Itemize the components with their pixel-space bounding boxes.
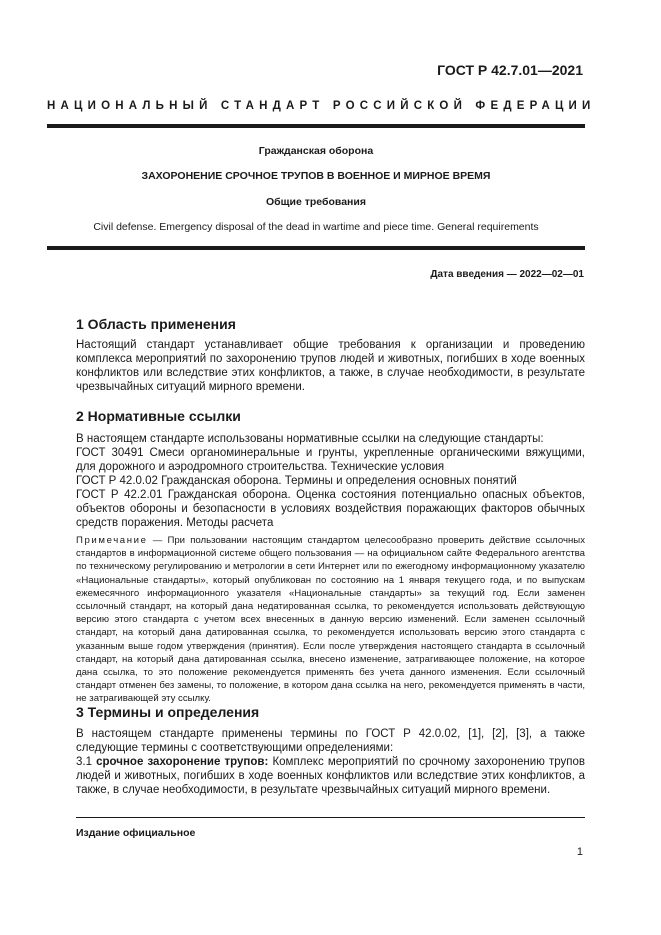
title-bottom-rule (47, 246, 585, 250)
standard-code: ГОСТ Р 42.7.01—2021 (437, 62, 583, 78)
reference-item: ГОСТ 30491 Смеси органоминеральные и грунты, укрепленные органическими вяжущими, для дорожного и аэродромного строительства. Технические условия (76, 447, 585, 473)
section-1-paragraph (76, 338, 585, 394)
term-name: срочное захоронение трупов: (96, 756, 269, 768)
top-rule (47, 124, 585, 128)
page-number: 1 (576, 846, 583, 858)
edition-label: Издание официальное (76, 827, 196, 839)
footer-rule (76, 817, 585, 818)
title-english: Civil defense. Emergency disposal of the dead in wartime and piece time. General requirements (93, 221, 539, 233)
section-1-text: Настоящий стандарт устанавливает общие требования к организации и проведению комплекса мероприятий по захоронению трупов людей и животных, погибших в ходе военных конфликтов или вследствие этих конфликтов, а также, в случае необходимости, в результате чрезвычайных ситуаций мирного времени. (76, 339, 585, 393)
effective-date: Дата введения — 2022—02—01 (430, 269, 584, 280)
section-2-intro: В настоящем стандарте использованы нормативные ссылки на следующие стандарты: (76, 433, 544, 445)
section-1-body (76, 338, 585, 394)
term-definition (76, 755, 585, 797)
section-2-heading: 2 Нормативные ссылки (76, 408, 241, 424)
section-3-heading: 3 Термины и определения (76, 704, 260, 720)
section-2-note (76, 534, 585, 706)
reference-item: ГОСТ Р 42.2.01 Гражданская оборона. Оценка состояния потенциально опасных объектов, объектов обороны и безопасности в условиях воздействия поражающих факторов обычных средств поражения. Методы расчета (76, 489, 585, 529)
section-3-body (76, 727, 585, 797)
reference-item: ГОСТ Р 42.0.02 Гражданская оборона. Термины и определения основных понятий (76, 475, 517, 487)
national-standard-banner: НАЦИОНАЛЬНЫЙ СТАНДАРТ РОССИЙСКОЙ ФЕДЕРАЦИИ (47, 100, 596, 112)
note-text: — При пользовании настоящим стандартом целесообразно проверить действие ссылочных стандартов в информационной системе общего пользования — на официальном сайте Федерального агентства по техническому регулированию и метрологии в сети Интернет или по ежегодному информационному указателю «Национальные стандарты», который опубликован по состоянию на 1 января текущего года, и по выпускам ежемесячного информационного указателя «Национальные стандарты» за текущий год. Если заменен ссылочный стандарт, на который дана недатированная ссылка, то рекомендуется использовать действующую версию этого стандарта с учетом всех внесенных в данную версию изменений. Если заменен ссылочный стандарт, на который дана датированная ссылка, то рекомендуется использовать версию этого стандарта с указанным выше годом утверждения (принятия). Если после утверждения настоящего стандарта в ссылочный стандарт, на который дана датированная ссылка, внесено изменение, затрагивающее положение, на которое дана ссылка, то это положение рекомендуется применять без учета данного изменения. Если ссылочный стандарт отменен без замены, то положение, в котором дана ссылка на него, рекомендуется применять в части, не затрагивающей эту ссылку. (76, 535, 585, 705)
title-main: ЗАХОРОНЕНИЕ СРОЧНОЕ ТРУПОВ В ВОЕННОЕ И МИРНОЕ ВРЕМЯ (141, 170, 491, 182)
note-label: Примечание (76, 535, 148, 546)
term-definition-text: Комплекс мероприятий по срочному захоронению трупов людей и животных, погибших в ходе военных конфликтов или вследствие этих конфликтов, а также, в случае необходимости, в результате чрезвычайных ситуаций мирного времени. (76, 756, 585, 796)
section-3-intro: В настоящем стандарте применены термины по ГОСТ Р 42.0.02, [1], [2], [3], а также следующие термины с соответствующими определениями: (76, 728, 585, 754)
section-2-body (76, 432, 585, 530)
title-sub: Общие требования (266, 196, 366, 208)
section-1-heading: 1 Область применения (76, 316, 236, 332)
term-number: 3.1 (76, 756, 97, 768)
title-field: Гражданская оборона (258, 145, 374, 157)
